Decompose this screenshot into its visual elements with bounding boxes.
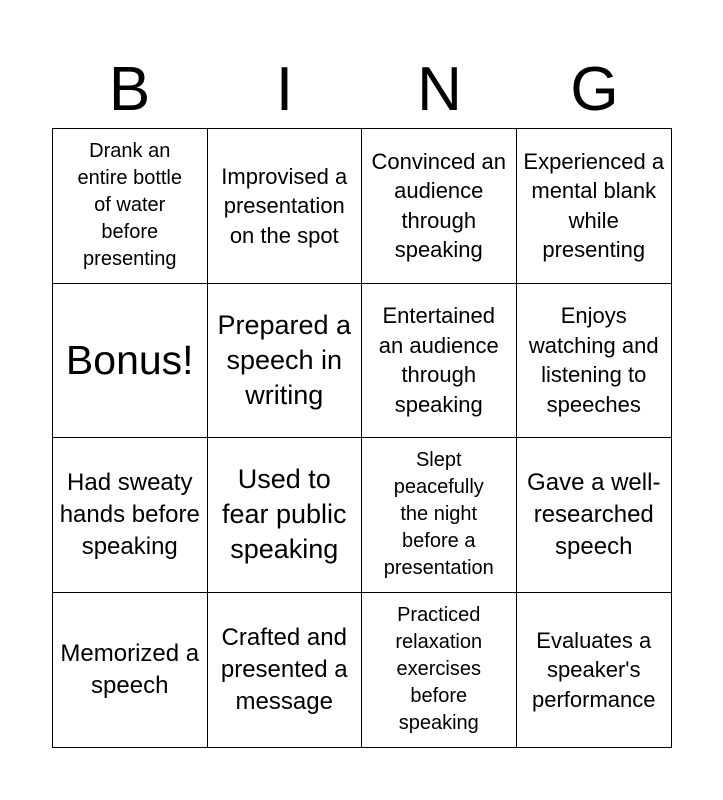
bingo-cell[interactable] [53, 593, 208, 748]
cell-text: Experienced a mental blank while presenting [523, 148, 665, 263]
cell-text: Improvised a presentation on the spot [221, 163, 348, 248]
bingo-cell-bonus[interactable] [53, 284, 208, 439]
bingo-grid [52, 128, 672, 748]
cell-text: Entertained an audience through speaking [378, 303, 499, 417]
cell-text: Slept peacefully the night before a presentation [383, 449, 494, 580]
title-letter-i: I [275, 55, 294, 124]
cell-text: Convinced an audience through speaking [371, 148, 507, 263]
cell-text: Memorized a speech [60, 639, 200, 699]
title-letter-b: B [108, 55, 151, 124]
bingo-cell[interactable] [208, 593, 363, 748]
bingo-cell[interactable] [208, 284, 363, 439]
bingo-cell[interactable] [362, 593, 517, 748]
cell-text: Practiced relaxation exercises before speaking [395, 604, 483, 735]
title-letter-g: G [570, 55, 619, 124]
bingo-cell[interactable] [208, 438, 363, 593]
bingo-cell[interactable] [362, 438, 517, 593]
bingo-cell[interactable] [362, 284, 517, 439]
bingo-cell[interactable] [362, 129, 517, 284]
bingo-title [52, 52, 672, 128]
title-letter-n: N [417, 55, 462, 124]
cell-text: Enjoys watching and listening to speeches [528, 303, 659, 417]
bingo-cell[interactable] [517, 593, 672, 748]
bingo-cell[interactable] [53, 438, 208, 593]
bingo-cell[interactable] [517, 284, 672, 439]
cell-text: Evaluates a speaker's performance [531, 627, 656, 712]
cell-text: Crafted and presented a message [220, 623, 348, 715]
cell-text: Drank an entire bottle of water before presenting [77, 140, 182, 271]
cell-text: Bonus! [65, 337, 194, 384]
bingo-cell[interactable] [517, 129, 672, 284]
cell-text: Used to fear public speaking [221, 464, 347, 565]
bingo-cell[interactable] [517, 438, 672, 593]
bingo-cell[interactable] [53, 129, 208, 284]
bingo-cell[interactable] [208, 129, 363, 284]
cell-text: Had sweaty hands before speaking [59, 468, 200, 560]
cell-text: Prepared a speech in writing [217, 309, 352, 410]
cell-text: Gave a well-researched speech [527, 468, 661, 560]
